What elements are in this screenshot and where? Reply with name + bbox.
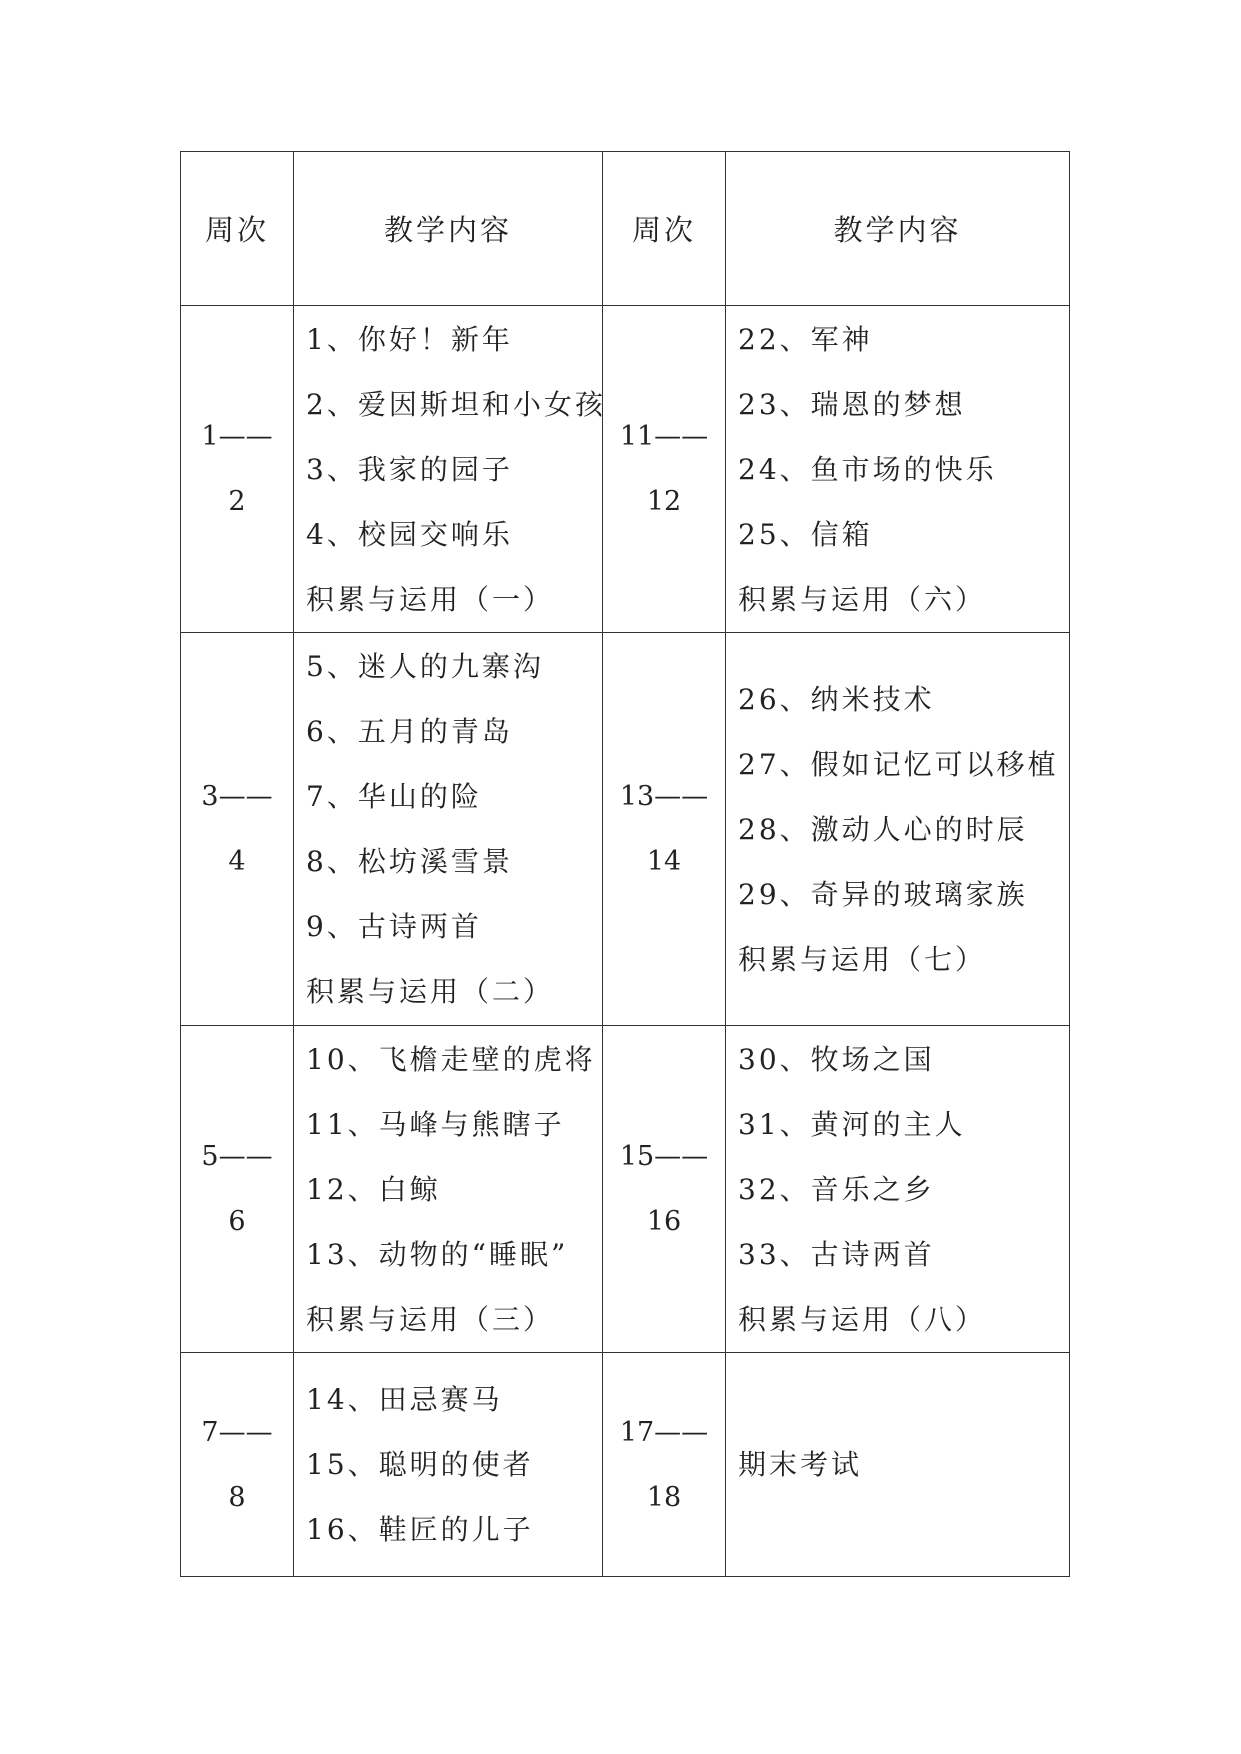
lesson-item: 1、你好！新年 — [306, 322, 513, 356]
week-end: 8 — [228, 1481, 246, 1513]
lesson-item: 14、田忌赛马 — [306, 1383, 503, 1416]
header-row — [181, 152, 1070, 306]
lesson-item: 4、校园交响乐 — [306, 517, 513, 551]
lessons-cell — [726, 1353, 1070, 1577]
week-end: 14 — [646, 846, 682, 877]
lesson-item: 15、聪明的使者 — [306, 1448, 534, 1481]
week-cell — [181, 306, 294, 633]
lesson-item: 积累与运用（八） — [738, 1302, 987, 1336]
week-start: 7—— — [201, 1416, 273, 1448]
header-content-right: 教学内容 — [726, 152, 1070, 306]
table-row — [181, 306, 1070, 633]
lesson-item: 27、假如记忆可以移植 — [738, 747, 1059, 781]
lessons-cell — [294, 633, 603, 1026]
lesson-item: 7、华山的险 — [306, 780, 482, 813]
week-start: 17—— — [619, 1416, 709, 1448]
lesson-item: 32、音乐之乡 — [738, 1172, 935, 1206]
week-end: 6 — [228, 1206, 246, 1237]
lessons-cell — [294, 1026, 603, 1353]
week-start: 1—— — [201, 421, 273, 452]
week-cell — [603, 633, 726, 1026]
lesson-item: 积累与运用（三） — [306, 1302, 555, 1336]
lesson-item: 11、马峰与熊瞎子 — [306, 1107, 565, 1141]
week-start: 11—— — [619, 421, 709, 452]
lesson-item: 9、古诗两首 — [306, 910, 482, 943]
lessons-cell — [726, 306, 1070, 633]
lessons-cell — [294, 306, 606, 633]
week-start: 13—— — [619, 781, 709, 812]
lesson-item: 积累与运用（六） — [738, 582, 987, 616]
lesson-item: 29、奇异的玻璃家族 — [738, 877, 1028, 911]
lesson-item: 25、信箱 — [738, 517, 873, 551]
lessons-cell — [726, 633, 1070, 1026]
week-start: 15—— — [619, 1141, 709, 1172]
header-content-left: 教学内容 — [294, 152, 603, 306]
lesson-item: 12、白鲸 — [306, 1172, 441, 1206]
week-end: 18 — [646, 1481, 682, 1513]
lesson-item: 5、迷人的九寨沟 — [306, 650, 544, 683]
lesson-item: 6、五月的青岛 — [306, 715, 513, 748]
week-cell — [603, 306, 726, 633]
schedule-table — [180, 151, 1070, 1577]
lesson-item: 24、鱼市场的快乐 — [738, 452, 997, 486]
lesson-item: 积累与运用（七） — [738, 942, 987, 976]
lessons-cell — [726, 1026, 1070, 1353]
week-end: 16 — [646, 1206, 682, 1237]
week-cell — [181, 1353, 294, 1577]
week-cell — [181, 1026, 294, 1353]
lesson-item: 3、我家的园子 — [306, 452, 513, 486]
week-cell — [603, 1353, 726, 1577]
lesson-item: 28、激动人心的时辰 — [738, 812, 1028, 846]
week-start: 3—— — [201, 781, 273, 812]
table-row — [181, 1026, 1070, 1353]
table-row — [181, 1353, 1070, 1577]
lesson-item: 积累与运用（一） — [306, 582, 555, 616]
lesson-item: 16、鞋匠的儿子 — [306, 1513, 534, 1546]
lesson-item: 26、纳米技术 — [738, 682, 935, 716]
week-end: 12 — [646, 486, 682, 517]
lesson-item: 13、动物的“睡眠” — [306, 1237, 569, 1271]
lesson-item: 8、松坊溪雪景 — [306, 845, 513, 878]
table-row — [181, 633, 1070, 1026]
lesson-item: 33、古诗两首 — [738, 1237, 935, 1271]
week-start: 5—— — [201, 1141, 273, 1172]
lesson-item: 积累与运用（二） — [306, 975, 555, 1008]
week-end: 4 — [228, 846, 246, 877]
lesson-item: 23、瑞恩的梦想 — [738, 387, 966, 421]
lesson-item: 31、黄河的主人 — [738, 1107, 966, 1141]
lesson-item: 10、飞檐走壁的虎将 — [306, 1042, 596, 1076]
week-end: 2 — [228, 486, 246, 517]
week-cell — [603, 1026, 726, 1353]
lesson-item: 30、牧场之国 — [738, 1042, 935, 1076]
lesson-item: 期末考试 — [738, 1448, 863, 1481]
header-week-right: 周次 — [603, 152, 726, 306]
week-cell — [181, 633, 294, 1026]
lesson-item: 22、军神 — [738, 322, 873, 356]
header-week-left: 周次 — [181, 152, 294, 306]
lessons-cell — [294, 1353, 603, 1577]
lesson-item: 2、爱因斯坦和小女孩 — [306, 387, 606, 421]
